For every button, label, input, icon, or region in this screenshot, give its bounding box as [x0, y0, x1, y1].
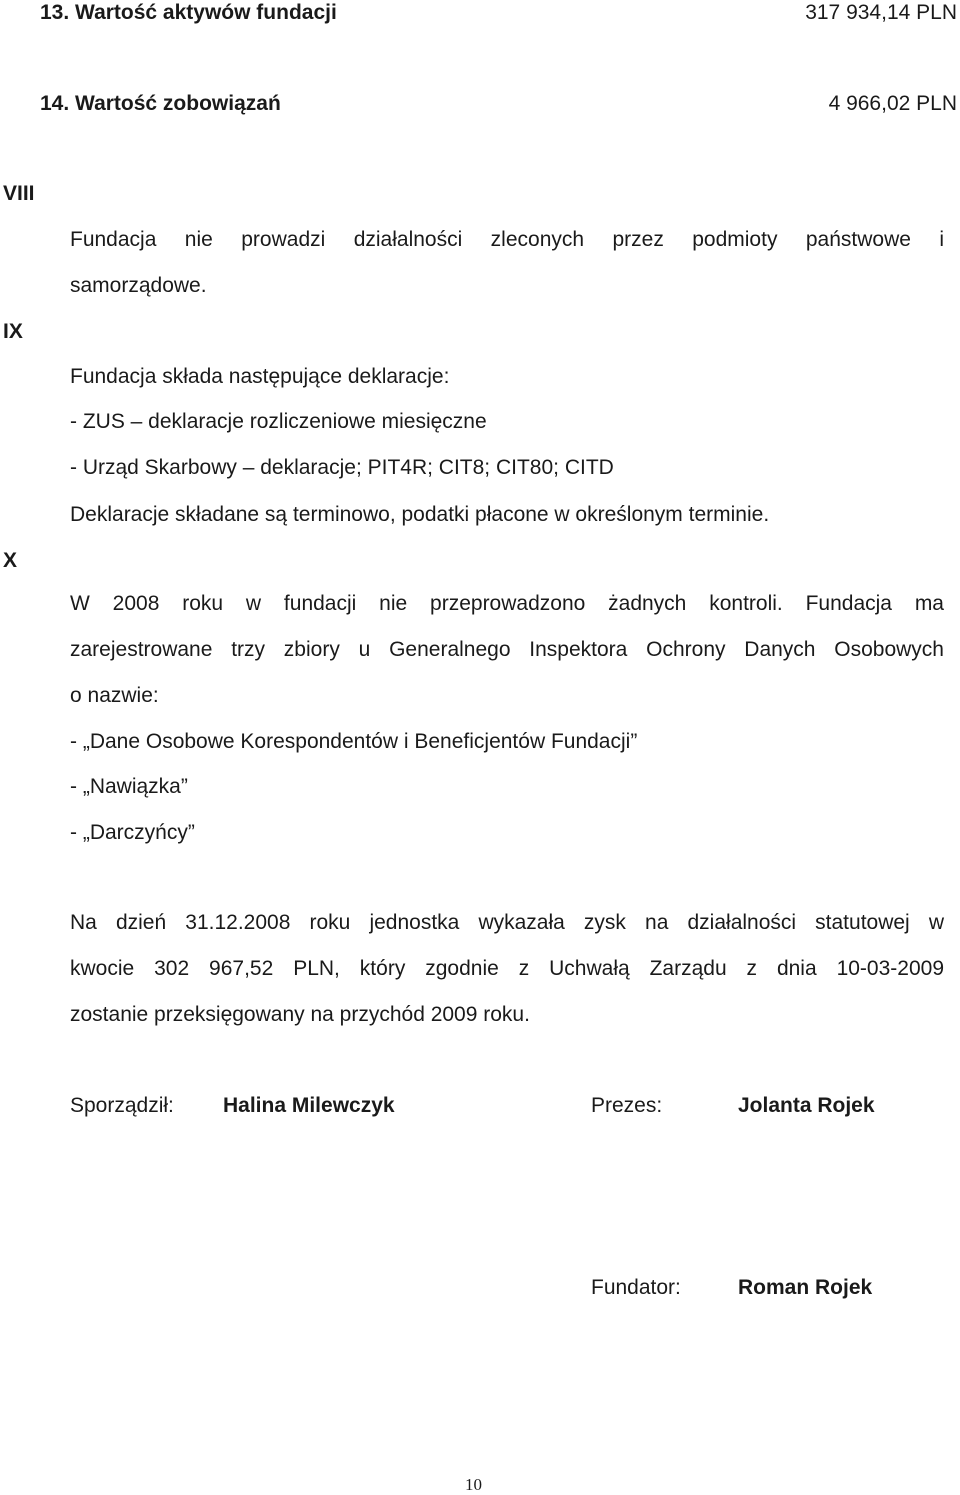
section-x-line-3: o nazwie:	[70, 684, 159, 707]
section-viii-numeral: VIII	[3, 182, 35, 205]
president-label: Prezes:	[591, 1094, 663, 1117]
section-ix-line-1: Fundacja składa następujące deklaracje:	[70, 365, 450, 388]
founder-name: Roman Rojek	[738, 1276, 873, 1299]
summary-line-2: kwocie 302 967,52 PLN, który zgodnie z Uchwałą Zarządu z dnia 10-03-2009	[70, 957, 944, 980]
section-ix-numeral: IX	[3, 320, 23, 343]
section-x-line-1: W 2008 roku w fundacji nie przeprowadzono żadnych kontroli. Fundacja ma	[70, 592, 944, 615]
section-viii-line-2: samorządowe.	[70, 274, 207, 297]
section-ix-line-3: - Urząd Skarbowy – deklaracje; PIT4R; CIT8; CIT80; CITD	[70, 456, 614, 479]
section-x-list-item: - „Darczyńcy”	[70, 821, 195, 844]
section-ix-line-2: - ZUS – deklaracje rozliczeniowe miesięczne	[70, 410, 487, 433]
item-13-value: 317 934,14 PLN	[805, 1, 957, 24]
section-x-list-item: - „Dane Osobowe Korespondentów i Beneficjentów Fundacji”	[70, 730, 638, 753]
president-name: Jolanta Rojek	[738, 1094, 875, 1117]
section-x-numeral: X	[3, 549, 18, 572]
summary-line-1: Na dzień 31.12.2008 roku jednostka wykazała zysk na działalności statutowej w	[70, 911, 944, 934]
section-ix-line-4: Deklaracje składane są terminowo, podatki płacone w określonym terminie.	[70, 503, 770, 526]
page-number: 10	[465, 1475, 482, 1494]
section-x-line-2: zarejestrowane trzy zbiory u Generalnego Inspektora Ochrony Danych Osobowych	[70, 638, 944, 661]
item-14-value: 4 966,02 PLN	[828, 92, 957, 115]
item-14-label: 14. Wartość zobowiązań	[40, 92, 281, 115]
founder-label: Fundator:	[591, 1276, 681, 1299]
summary-line-3: zostanie przeksięgowany na przychód 2009 roku.	[70, 1003, 530, 1026]
item-13-label: 13. Wartość aktywów fundacji	[40, 1, 337, 24]
prepared-by-name: Halina Milewczyk	[223, 1094, 395, 1117]
prepared-by-label: Sporządził:	[70, 1094, 174, 1117]
section-viii-line-1: Fundacja nie prowadzi działalności zleconych przez podmioty państwowe i	[70, 228, 944, 251]
section-x-list-item: - „Nawiązka”	[70, 775, 188, 798]
